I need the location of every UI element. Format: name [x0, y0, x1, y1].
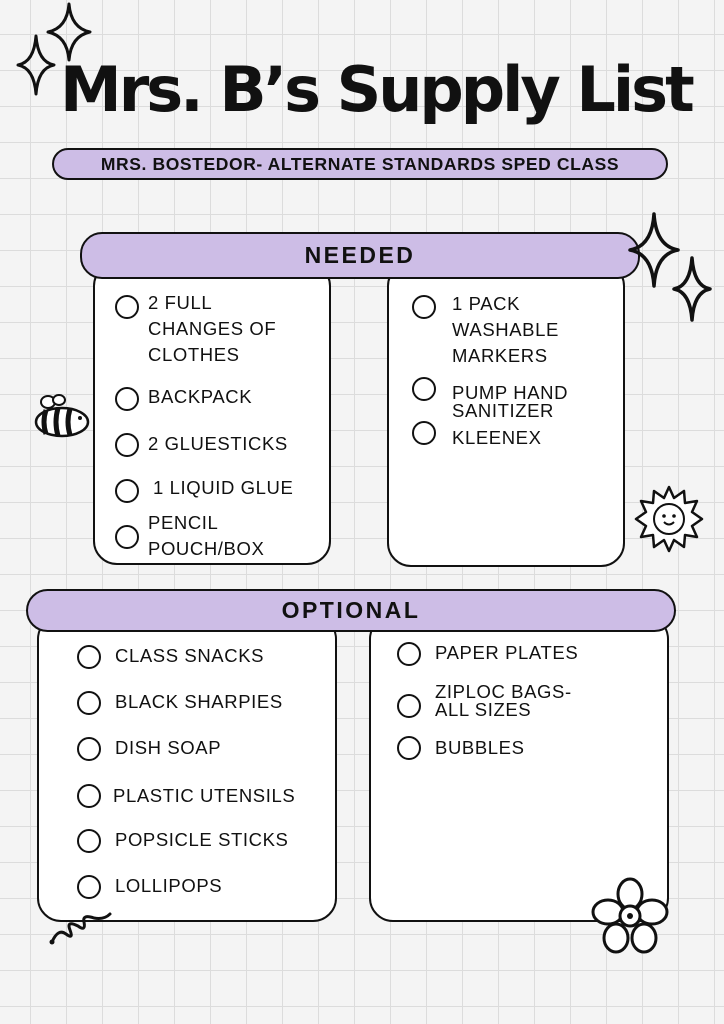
checkbox[interactable]	[77, 784, 101, 808]
list-item: 2 GLUESTICKS	[148, 433, 288, 454]
list-item: KLEENEX	[452, 427, 542, 448]
bee-icon	[32, 392, 92, 444]
subtitle-banner: MRS. BOSTEDOR- ALTERNATE STANDARDS SPED CLASS	[52, 148, 668, 180]
list-item: BLACK SHARPIES	[115, 691, 283, 712]
list-item: CLASS SNACKS	[115, 645, 265, 666]
list-item: DISH SOAP	[115, 737, 222, 758]
needed-banner: NEEDED	[80, 232, 640, 279]
checkbox[interactable]	[77, 737, 101, 761]
list-item: POPSICLE STICKS	[115, 829, 289, 850]
checkbox[interactable]	[412, 295, 436, 319]
sparkle-icon	[46, 2, 92, 62]
list-item: PUMP HAND SANITIZER	[452, 382, 569, 421]
checkbox[interactable]	[115, 387, 139, 411]
checkbox[interactable]	[115, 295, 139, 319]
list-item: PLASTIC UTENSILS	[113, 785, 296, 806]
checkbox[interactable]	[397, 736, 421, 760]
page-title: Mrs. B’s Supply List	[60, 53, 692, 126]
checkbox[interactable]	[115, 433, 139, 457]
checkbox[interactable]	[412, 377, 436, 401]
list-item: BACKPACK	[148, 386, 253, 407]
checkbox[interactable]	[412, 421, 436, 445]
checkbox[interactable]	[77, 691, 101, 715]
checkbox[interactable]	[77, 645, 101, 669]
list-item: BUBBLES	[435, 737, 525, 758]
list-item: 1 PACK WASHABLE MARKERS	[452, 293, 559, 366]
list-item: ZIPLOC BAGS- ALL SIZES	[435, 681, 572, 720]
checkbox[interactable]	[115, 525, 139, 549]
list-item: 2 FULL CHANGES OF CLOTHES	[148, 292, 277, 365]
list-item: 1 LIQUID GLUE	[153, 477, 294, 498]
list-item: PAPER PLATES	[435, 642, 579, 663]
sparkle-icon	[672, 256, 712, 322]
flower-icon	[590, 876, 670, 956]
checkbox[interactable]	[397, 694, 421, 718]
sun-icon	[634, 484, 704, 554]
squiggle-icon	[48, 910, 114, 946]
list-item: PENCIL POUCH/BOX	[148, 512, 265, 559]
list-item: LOLLIPOPS	[115, 875, 223, 896]
checkbox[interactable]	[77, 875, 101, 899]
checkbox[interactable]	[115, 479, 139, 503]
optional-banner: OPTIONAL	[26, 589, 676, 632]
checkbox[interactable]	[397, 642, 421, 666]
checkbox[interactable]	[77, 829, 101, 853]
